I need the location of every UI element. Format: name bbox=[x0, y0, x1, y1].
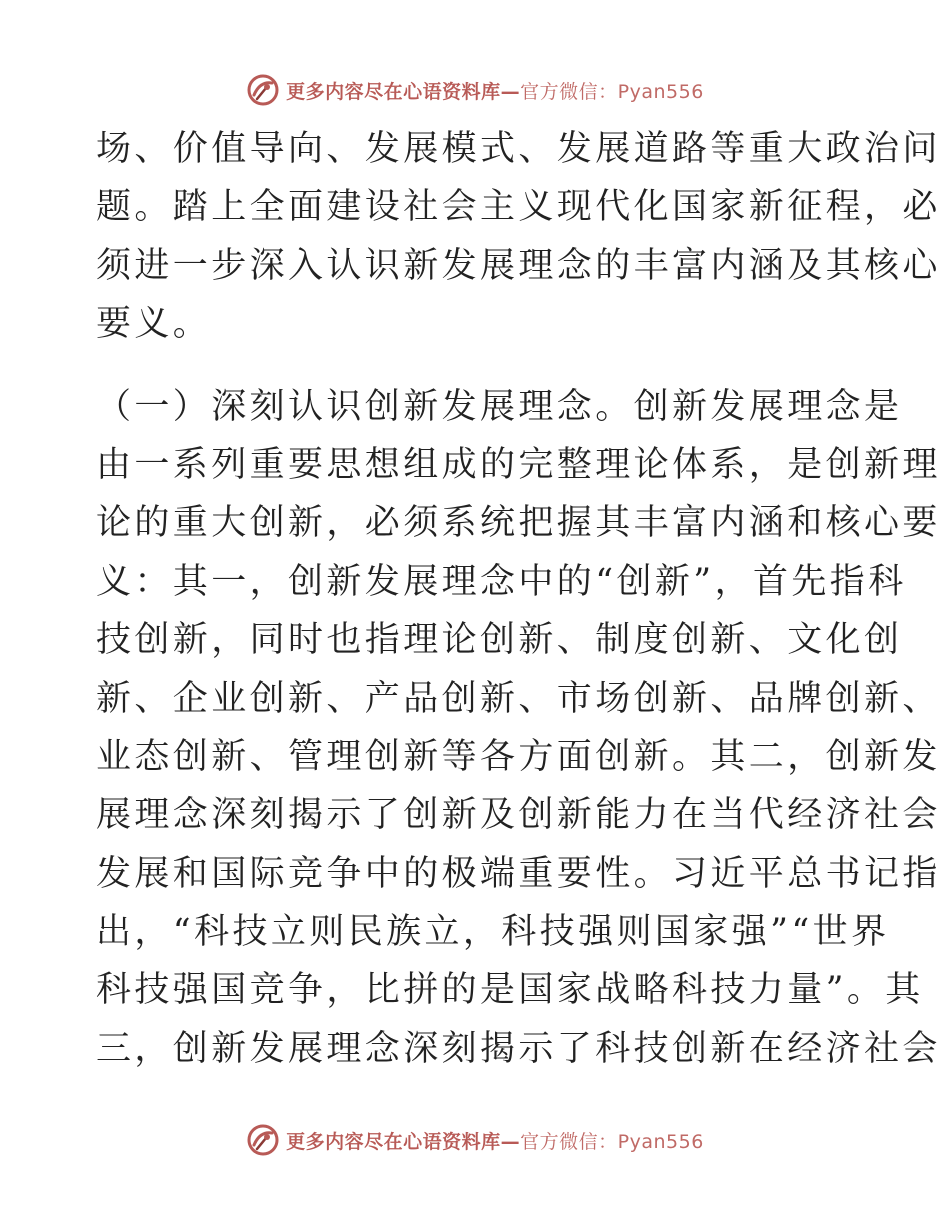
text-line: 由一系列重要思想组成的完整理论体系，是创新理 bbox=[96, 444, 941, 485]
paragraph-1 bbox=[96, 120, 941, 354]
text-line: 出，“科技立则民族立，科技强则国家强”“世界 bbox=[96, 912, 890, 953]
brand-logo-icon bbox=[246, 73, 280, 107]
text-line: 题。踏上全面建设社会主义现代化国家新征程，必 bbox=[96, 187, 941, 228]
header-banner-text bbox=[286, 77, 704, 104]
header-banner-main: 更多内容尽在心语资料库— bbox=[286, 80, 521, 103]
footer-banner-text bbox=[286, 1127, 704, 1154]
text-line: 科技强国竞争，比拼的是国家战略科技力量”。其 bbox=[96, 970, 924, 1011]
document-body bbox=[96, 120, 941, 1078]
text-line: 新、企业创新、产品创新、市场创新、品牌创新、 bbox=[96, 678, 941, 719]
text-line: 场、价值导向、发展模式、发展道路等重大政治问 bbox=[96, 129, 941, 169]
header-banner-wechat: 官方微信：Pyan556 bbox=[520, 80, 704, 103]
footer-banner-wechat: 官方微信：Pyan556 bbox=[520, 1130, 704, 1153]
text-line: 论的重大创新，必须系统把握其丰富内涵和核心要 bbox=[96, 503, 941, 544]
brand-logo-icon bbox=[246, 1123, 280, 1157]
text-line: 业态创新、管理创新等各方面创新。其二，创新发 bbox=[96, 736, 941, 777]
text-line: 技创新，同时也指理论创新、制度创新、文化创 bbox=[96, 620, 903, 661]
text-line: 发展和国际竞争中的极端重要性。习近平总书记指 bbox=[96, 853, 941, 894]
footer-banner bbox=[0, 1118, 950, 1162]
text-line: （一）深刻认识创新发展理念。创新发展理念是 bbox=[96, 386, 903, 427]
text-line: 须进一步深入认识新发展理念的丰富内涵及其核心 bbox=[96, 245, 941, 286]
paragraph-2 bbox=[96, 378, 941, 1079]
text-line: 义：其一，创新发展理念中的“创新”，首先指科 bbox=[96, 561, 907, 602]
text-line: 要义。 bbox=[96, 304, 212, 345]
text-line: 三，创新发展理念深刻揭示了科技创新在经济社会 bbox=[96, 1028, 941, 1069]
text-line: 展理念深刻揭示了创新及创新能力在当代经济社会 bbox=[96, 795, 941, 836]
paragraph-gap bbox=[96, 354, 856, 378]
footer-banner-main: 更多内容尽在心语资料库— bbox=[286, 1130, 521, 1153]
header-banner bbox=[0, 68, 950, 112]
